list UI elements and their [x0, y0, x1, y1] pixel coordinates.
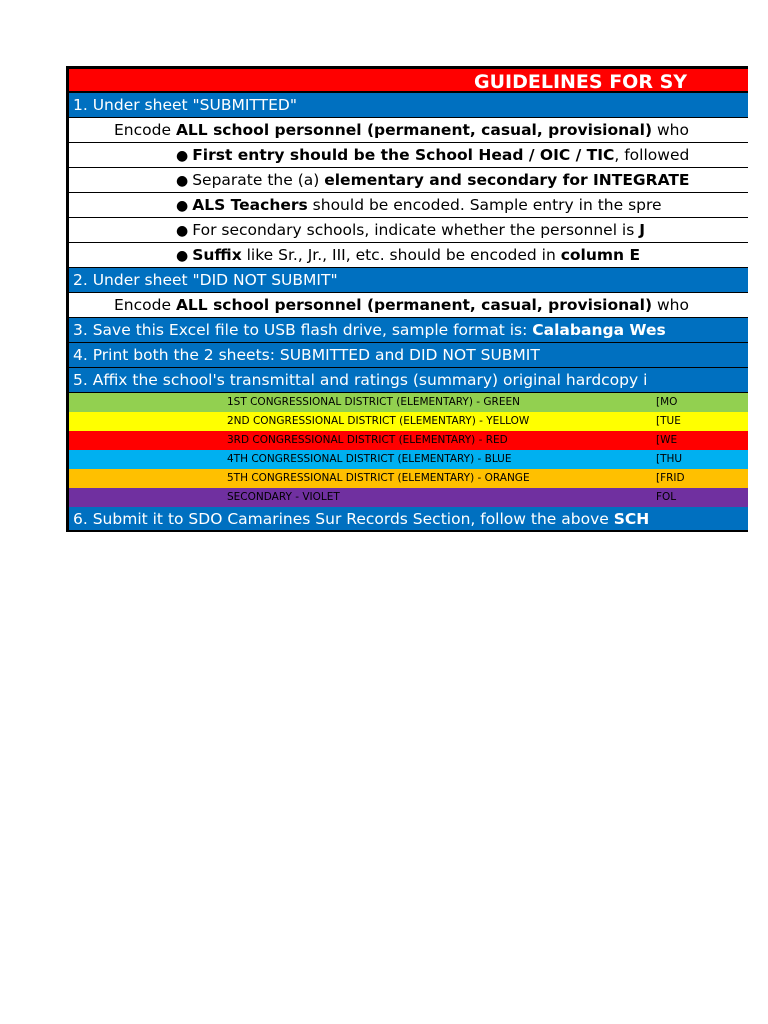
als-bold: ALS Teachers	[192, 196, 308, 214]
encode-bold-text: ALL school personnel (permanent, casual, provisional)	[175, 296, 653, 314]
first-entry-tail: , followed	[614, 146, 690, 164]
first-entry-bold: First entry should be the School Head / OIC / TIC	[192, 146, 615, 164]
district-label: 2ND CONGRESSIONAL DISTRICT (ELEMENTARY) - YELLOW	[227, 415, 530, 427]
step-6-row	[69, 507, 748, 532]
district-row	[69, 412, 748, 431]
encode-label: Encode	[114, 296, 176, 314]
suffix-bold: Suffix	[192, 246, 242, 264]
district-day: [TUE	[656, 415, 681, 427]
separate-text: Separate the (a)	[192, 171, 325, 189]
bullet-row-als	[69, 193, 748, 218]
bullet-icon: ●	[176, 223, 189, 239]
step-3-row	[69, 318, 748, 343]
step-6-text: 6. Submit it to SDO Camarines Sur Records Section, follow the above	[73, 510, 614, 528]
bullet-row-suffix	[69, 243, 748, 268]
district-day: [THU	[656, 453, 683, 465]
als-tail: should be encoded. Sample entry in the spre	[307, 196, 662, 214]
district-label: 5TH CONGRESSIONAL DISTRICT (ELEMENTARY) - ORANGE	[227, 472, 530, 484]
bullet-icon: ●	[176, 173, 189, 189]
encode-submitted-row	[69, 118, 748, 143]
district-row	[69, 450, 748, 469]
suffix-text: like Sr., Jr., III, etc. should be encoded in	[241, 246, 561, 264]
step-3-bold: Calabanga Wes	[532, 321, 666, 339]
bullet-icon: ●	[176, 248, 189, 264]
district-day: [WE	[656, 434, 678, 446]
bullet-row-first-entry	[69, 143, 748, 168]
step-1-text: 1. Under sheet "SUBMITTED"	[73, 96, 297, 114]
sheet-title: GUIDELINES FOR SY	[474, 71, 688, 93]
step-5-text: 5. Affix the school's transmittal and ratings (summary) original hardcopy i	[73, 371, 648, 389]
district-row	[69, 488, 748, 507]
step-2-row	[69, 268, 748, 293]
bullet-icon: ●	[176, 198, 189, 214]
district-row	[69, 393, 748, 412]
step-5-row	[69, 368, 748, 393]
district-label: 4TH CONGRESSIONAL DISTRICT (ELEMENTARY) - BLUE	[227, 453, 512, 465]
bullet-row-separate	[69, 168, 748, 193]
step-4-text: 4. Print both the 2 sheets: SUBMITTED and DID NOT SUBMIT	[73, 346, 540, 364]
secondary-bold: J	[639, 221, 646, 239]
bullet-row-secondary	[69, 218, 748, 243]
step-3-text: 3. Save this Excel file to USB flash drive, sample format is:	[73, 321, 533, 339]
encode-did-not-submit-row	[69, 293, 748, 318]
encode-tail: who	[652, 296, 689, 314]
step-6-bold: SCH	[613, 510, 650, 528]
step-4-row	[69, 343, 748, 368]
encode-bold-text: ALL school personnel (permanent, casual, provisional)	[175, 121, 653, 139]
district-row	[69, 469, 748, 488]
district-label: SECONDARY - VIOLET	[227, 491, 340, 503]
secondary-text: For secondary schools, indicate whether the personnel is	[192, 221, 640, 239]
district-day: [MO	[656, 396, 678, 408]
encode-tail: who	[652, 121, 689, 139]
guidelines-sheet	[66, 66, 748, 532]
district-label: 1ST CONGRESSIONAL DISTRICT (ELEMENTARY) - GREEN	[227, 396, 520, 408]
district-day: FOL	[656, 491, 677, 503]
suffix-column: column E	[560, 246, 641, 264]
district-day: [FRID	[656, 472, 685, 484]
step-1-row	[69, 93, 748, 118]
district-row	[69, 431, 748, 450]
district-label: 3RD CONGRESSIONAL DISTRICT (ELEMENTARY) - RED	[227, 434, 508, 446]
separate-bold: elementary and secondary for INTEGRATE	[324, 171, 690, 189]
bullet-icon: ●	[176, 148, 189, 164]
sheet-title-row	[69, 66, 748, 93]
step-2-text: 2. Under sheet "DID NOT SUBMIT"	[73, 271, 338, 289]
encode-label: Encode	[114, 121, 176, 139]
district-schedule-list	[69, 393, 748, 507]
